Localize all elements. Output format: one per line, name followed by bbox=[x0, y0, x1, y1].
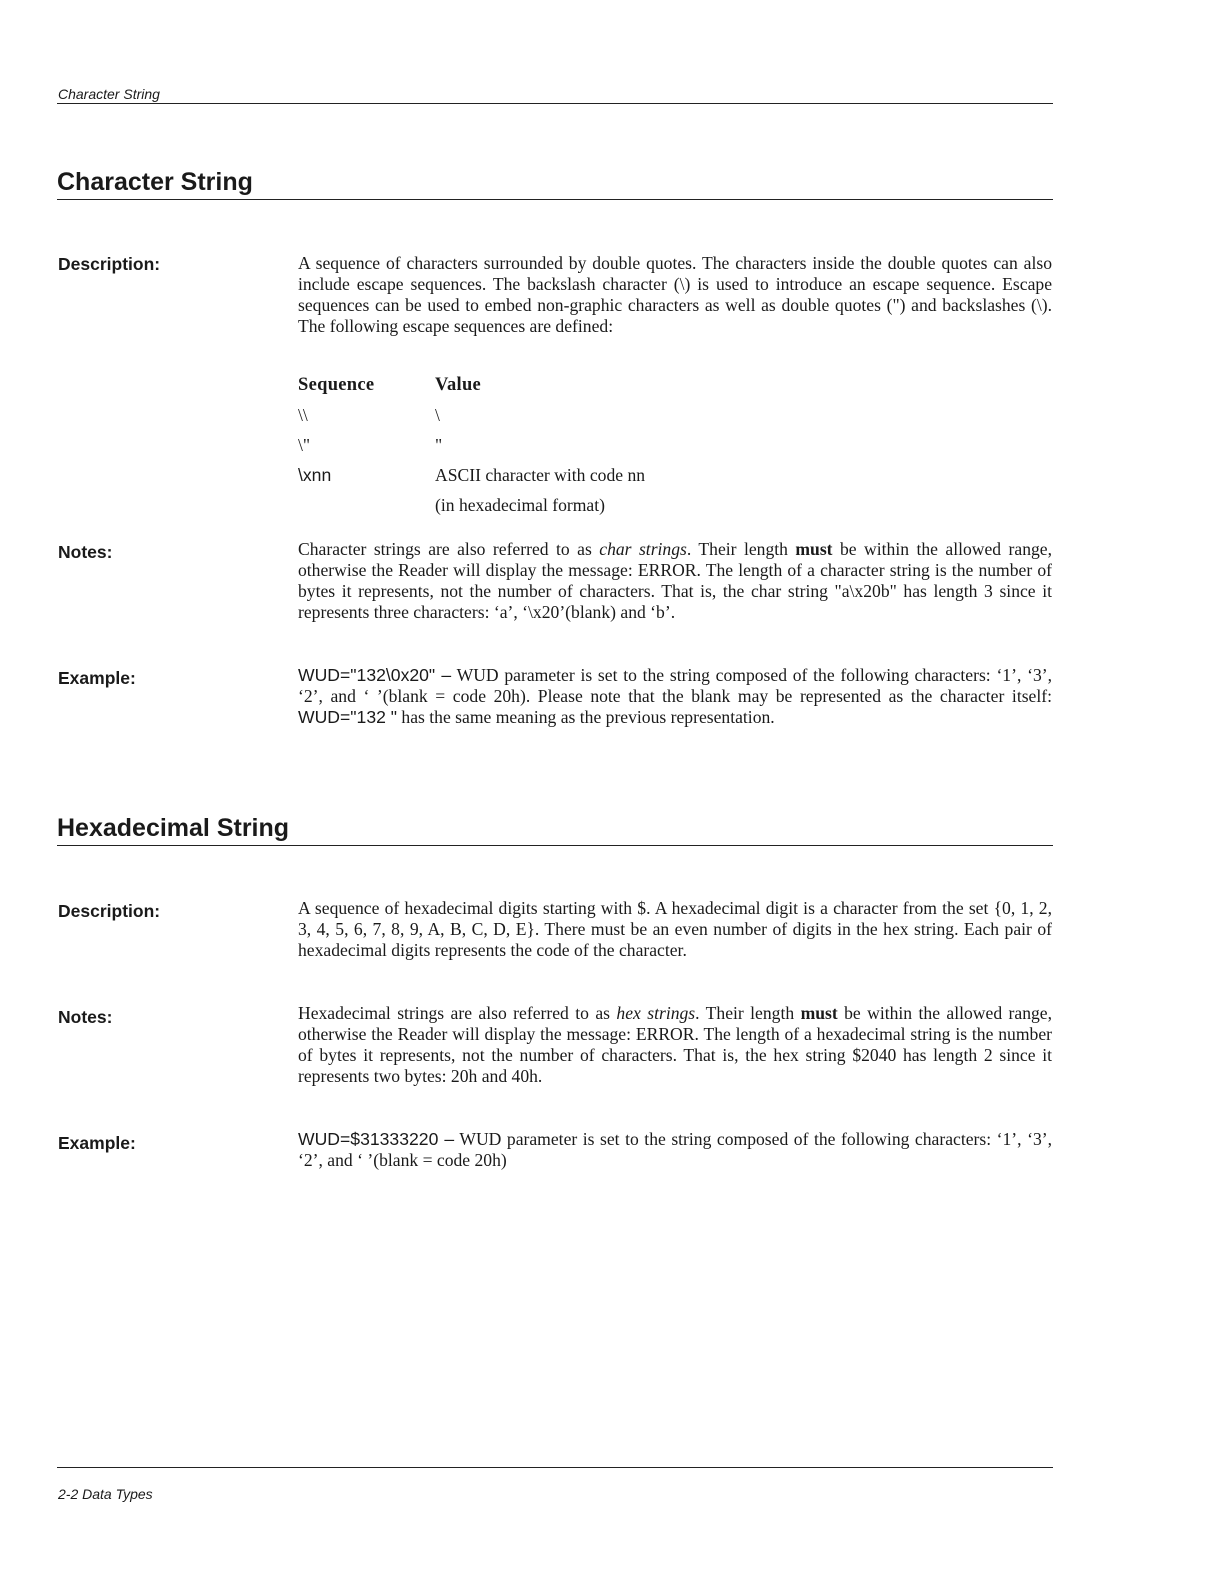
example-text: WUD=$31333220 – WUD parameter is set to the string composed of the following characters: ‘1’, ‘3’, ‘2’, and ‘ ’(blank = code 20h) bbox=[298, 1129, 1052, 1170]
sequence-cell: \\ bbox=[298, 405, 308, 425]
notes-label: Notes: bbox=[58, 542, 113, 562]
footer-rule bbox=[57, 1467, 1053, 1468]
header-rule bbox=[57, 103, 1053, 104]
table-header-value: Value bbox=[435, 375, 482, 395]
value-cell: (in hexadecimal format) bbox=[435, 495, 605, 515]
example-label: Example: bbox=[58, 668, 136, 688]
table-header-sequence: Sequence bbox=[298, 375, 375, 395]
section-title-hexadecimal-string: Hexadecimal String bbox=[57, 814, 290, 842]
description-text: A sequence of hexadecimal digits starting with $. A hexadecimal digit is a character from the set {0, 1, 2, 3, 4, 5, 6, 7, 8, 9, A, B, C, D, E}. There must be an even number of digits in the hex string. Each pair of hexadecimal digits represents the code of the character. bbox=[298, 898, 1052, 960]
example-label: Example: bbox=[58, 1133, 136, 1153]
section-rule bbox=[57, 845, 1053, 846]
notes-text: Character strings are also referred to as char strings. Their length must be within the allowed range, otherwise the Reader will display the message: ERROR. The length of a character string is the number of bytes it represents, not the number of characters. That is, the char string "a\x20b" has length 3 since it represents three characters: ‘a’, ‘\x20’(blank) and ‘b’. bbox=[298, 539, 1053, 622]
notes-text: Hexadecimal strings are also referred to as hex strings. Their length must be within the allowed range, otherwise the Reader will display the message: ERROR. The length of a hexadecimal string is the number of bytes it represents, not the number of characters. That is, the hex string $2040 has length 2 since it represents two bytes: 20h and 40h. bbox=[298, 1003, 1052, 1086]
description-text: A sequence of characters surrounded by double quotes. The characters inside the double quotes can also include escape sequences. The backslash character (\) is used to introduce an escape sequence. Escape sequences can be used to embed non-graphic characters as well as double quotes (") and backslashes (\). The following escape sequences are defined: bbox=[298, 253, 1052, 336]
example-text: WUD="132\0x20" – WUD parameter is set to the string composed of the following characters: ‘1’, ‘3’, ‘2’, and ‘ ’(blank = code 20h). Please note that the blank may be represented as the character itself: WUD="132 " has the same meaning as the previous representation. bbox=[298, 665, 1053, 727]
description-label: Description: bbox=[58, 901, 161, 921]
value-cell: " bbox=[435, 435, 443, 455]
section-title-character-string: Character String bbox=[57, 168, 253, 196]
sequence-cell: \" bbox=[298, 435, 311, 455]
section-rule bbox=[57, 199, 1053, 200]
sequence-cell: \xnn bbox=[298, 465, 332, 485]
description-label: Description: bbox=[58, 254, 161, 274]
page-footer: 2-2 Data Types bbox=[58, 1486, 153, 1502]
value-cell: ASCII character with code nn bbox=[435, 465, 646, 485]
running-head: Character String bbox=[58, 86, 160, 102]
value-cell: \ bbox=[435, 405, 440, 425]
notes-label: Notes: bbox=[58, 1007, 113, 1027]
